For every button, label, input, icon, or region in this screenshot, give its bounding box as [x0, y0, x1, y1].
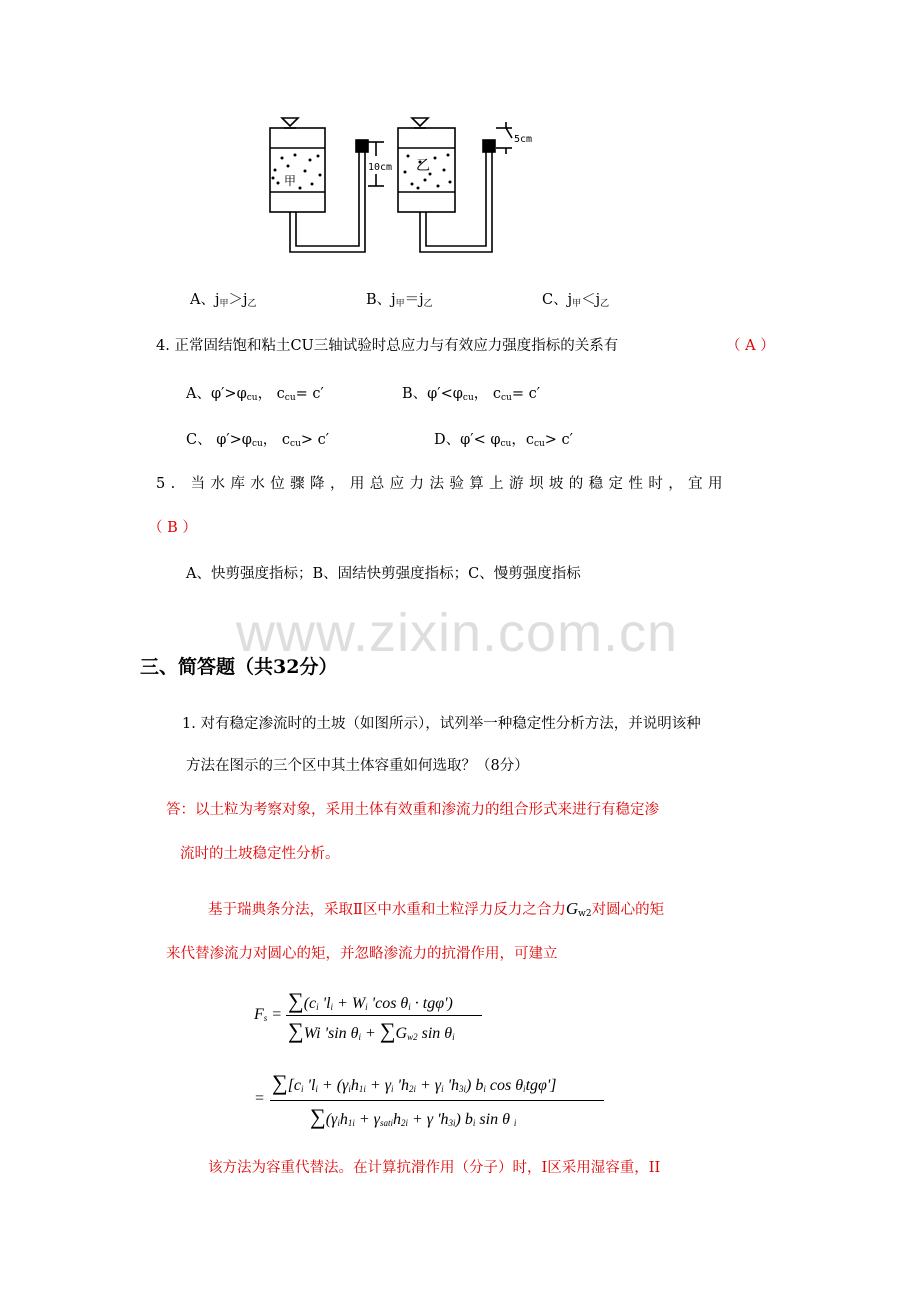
formula-1: $F_s$ = $\sum(c_i$ '$l_i + W_i$ 'cos $\theta_i \cdot tg\varphi'$) ∑Wi 'sin $\theta_i + \sum G_{w2}$ $\sin \theta_i$ [254, 988, 504, 1044]
q4-option-a: A、$\varphi'>\varphi_{cu}$， $c_{cu}= c'$ [186, 386, 324, 403]
q4-answer: （ A ） [726, 338, 775, 354]
question-1-line2: 方法在图示的三个区中其土体容重如何选取？（8分） [186, 758, 529, 774]
q4-option-c: C、 $\varphi'>\varphi_{cu}$， $c_{cu}> c'$ [186, 432, 330, 449]
answer-line2: 流时的土坡稳定性分析。 [180, 846, 340, 862]
q4-option-b: B、$\varphi'<\varphi_{cu}$， $c_{cu}= c'$ [402, 386, 540, 403]
section-heading: 三、简答题（共32分） [140, 656, 338, 678]
q4-stem: 4. 正常固结饱和粘土CU三轴试验时总应力与有效应力强度指标的关系有 [156, 338, 619, 354]
q3-option-b: B、$j_甲=j_乙$ [366, 292, 433, 309]
q4-option-d: D、$\varphi'< \varphi_{cu}$，$c_{cu}> c'$ [434, 432, 573, 449]
right-pipe [420, 152, 492, 252]
seepage-figure [260, 108, 560, 270]
question-1-line1: 1. 对有稳定渗流时的土坡（如图所示），试列举一种稳定性分析方法，并说明该种 [182, 716, 701, 732]
paragraph-3: 该方法为容重代替法。在计算抗滑作用（分子）时，Ⅰ区采用湿容重，II [208, 1160, 661, 1176]
dim-5cm: 5cm [514, 134, 533, 145]
tank-label-yi: 乙 [416, 158, 430, 174]
q5-answer: （ B ） [148, 520, 197, 536]
formula-2: = $\sum[c_i$ '$l_i + (\gamma_ih_{1i} + \gamma_i$ '$h_{2i} + \gamma_i$ '$h_{3i}$) $b_i$ $\cos \theta_itg\varphi'$] $\sum(\gamma_ih_{1i} + \gamma_{sati}h_{2i} + \gamma$ '$h_{3i}$) $b_i$ sin θ $_i$ [254, 1070, 614, 1130]
left-tank [270, 128, 325, 212]
answer-line1: 答：以土粒为考察对象，采用土体有效重和渗流力的组合形式来进行有稳定渗 [166, 802, 659, 818]
q3-option-c: C、$j_甲<j_乙$ [542, 292, 610, 309]
dim-10cm: 10cm [368, 162, 393, 173]
q5-options: A、快剪强度指标；B、固结快剪强度指标；C、慢剪强度指标 [186, 566, 581, 582]
paragraph-2-line2: 来代替渗流力对圆心的矩，并忽略渗流力的抗滑作用，可建立 [166, 946, 558, 962]
q5-stem: 5. 当水库水位骤降，用总应力法验算上游坝坡的稳定性时，宜用 [156, 476, 728, 492]
paragraph-2-line1: 基于瑞典条分法，采取Ⅱ区中水重和土粒浮力反力之合力$G_{w2}$对圆心的矩 [208, 899, 665, 919]
watermark: www.zixin.com.cn [236, 603, 679, 663]
q3-option-a: A、$j_甲>j_乙$ [190, 292, 257, 309]
tank-label-jia: 甲 [284, 174, 297, 188]
left-pipe [290, 152, 365, 252]
